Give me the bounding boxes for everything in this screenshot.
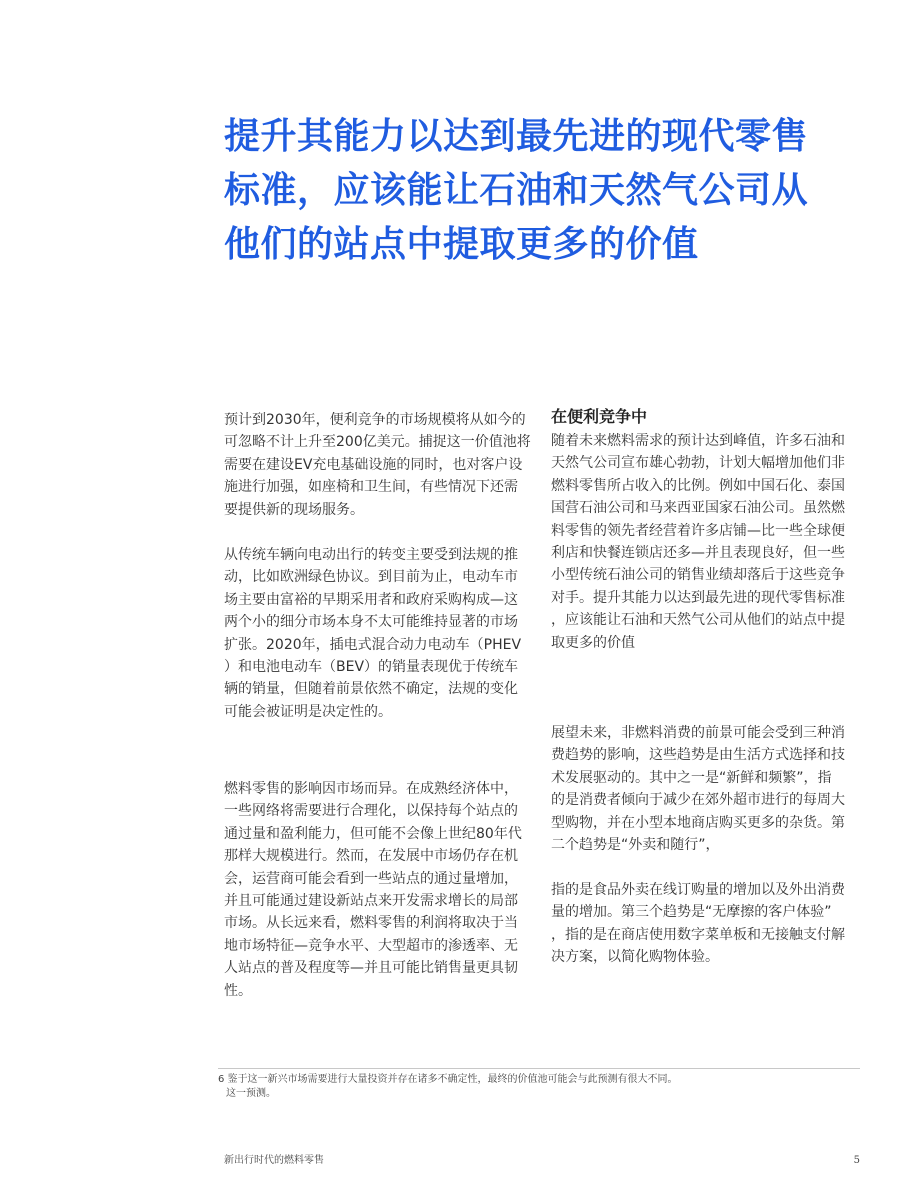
text-line: 可能会被证明是决定性的。 <box>224 703 392 720</box>
text-line: 利店和快餐连锁店还多—并且表现良好，但一些 <box>551 545 845 562</box>
text-line: 随着未来燃料需求的预计达到峰值，许多石油和 <box>551 433 845 449</box>
text-line: 要提供新的现场服务。 <box>224 501 364 518</box>
text-line: 天然气公司宣布雄心勃勃，计划大幅增加他们非 <box>551 455 845 472</box>
text-line: 两个小的细分市场本身不太可能维持显著的市场 <box>224 614 518 631</box>
text-line: 对手。提升其能力以达到最先进的现代零售标准 <box>551 589 845 606</box>
left-paragraph-1 <box>224 409 534 521</box>
text-line: 那样大规模进行。然而，在发展中市场仍存在机 <box>224 848 518 865</box>
text-line: 国营石油公司和马来西亚国家石油公司。虽然燃 <box>551 500 845 517</box>
right-paragraph-1 <box>551 430 861 654</box>
headline-line: 提升其能力以达到最先进的现代零售 <box>224 116 809 157</box>
text-line: 动，比如欧洲绿色协议。到目前为止，电动车市 <box>224 569 518 586</box>
text-line: 预计到2030年，便利竞争的市场规模将从如今的 <box>224 412 526 428</box>
footnote <box>218 1073 678 1101</box>
section-heading: 在便利竞争中 <box>551 407 648 426</box>
text-line: ，指的是在商店使用数字菜单板和无接触支付解 <box>551 926 845 943</box>
text-line: 型购物，并在小型本地商店购买更多的杂货。第 <box>551 814 845 831</box>
text-line: 可忽略不计上升至200亿美元。捕捉这一价值池将 <box>224 434 531 451</box>
text-line: 展望未来，非燃料消费的前景可能会受到三种消 <box>551 725 845 741</box>
text-line: 会，运营商可能会看到一些站点的通过量增加， <box>224 870 518 887</box>
headline-line: 他们的站点中提取更多的价值 <box>224 224 699 265</box>
right-paragraph-3 <box>551 879 861 969</box>
text-line: 决方案，以简化购物体验。 <box>551 949 719 966</box>
left-paragraph-3 <box>224 778 534 1002</box>
text-line: 市场。从长远来看，燃料零售的利润将取决于当 <box>224 915 518 932</box>
page-number: 5 <box>853 1155 860 1166</box>
text-line: 地市场特征—竞争水平、大型超市的渗透率、无 <box>224 937 518 954</box>
text-line: 燃料零售所占收入的比例。例如中国石化、泰国 <box>551 477 845 494</box>
footnote-line: 6 鉴于这一新兴市场需要进行大量投资并存在诸多不确定性，最终的价值池可能会与此预测有很大不同。 <box>218 1074 678 1085</box>
text-line: 量的增加。第三个趋势是“无摩擦的客户体验” <box>551 904 832 921</box>
text-line: 指的是食品外卖在线订购量的增加以及外出消费 <box>551 882 845 898</box>
text-line: 性。 <box>224 982 252 999</box>
text-line: 通过量和盈利能力，但可能不会像上世纪80年代 <box>224 825 522 842</box>
text-line: 一些网络将需要进行合理化，以保持每个站点的 <box>224 803 518 820</box>
text-line: 施进行加强，如座椅和卫生间，有些情况下还需 <box>224 479 518 496</box>
text-line: 二个趋势是“外卖和随行”， <box>551 837 720 854</box>
text-line: 从传统车辆向电动出行的转变主要受到法规的推 <box>224 547 518 563</box>
text-line: 取更多的价值 <box>551 634 635 651</box>
text-line: ）和电池电动车（BEV）的销量表现优于传统车 <box>224 659 519 676</box>
text-line: 辆的销量，但随着前景依然不确定，法规的变化 <box>224 681 518 698</box>
left-paragraph-2 <box>224 544 534 723</box>
text-line: 术发展驱动的。其中之一是“新鲜和频繁”，指 <box>551 769 832 786</box>
text-line: 需要在建设EV充电基础设施的同时，也对客户设 <box>224 456 523 473</box>
headline-line: 标准，应该能让石油和天然气公司从 <box>224 170 809 211</box>
text-line: 费趋势的影响，这些趋势是由生活方式选择和技 <box>551 747 845 764</box>
footnote-line: 这一预测。 <box>226 1088 276 1099</box>
text-line: ，应该能让石油和天然气公司从他们的站点中提 <box>551 612 845 629</box>
text-line: 场主要由富裕的早期采用者和政府采购构成—这 <box>224 591 518 608</box>
headline <box>224 110 834 272</box>
text-line: 的是消费者倾向于减少在郊外超市进行的每周大 <box>551 792 845 809</box>
footnote-divider <box>218 1068 860 1069</box>
text-line: 扩张。2020年，插电式混合动力电动车（PHEV <box>224 636 522 653</box>
text-line: 并且可能通过建设新站点来开发需求增长的局部 <box>224 893 518 910</box>
text-line: 小型传统石油公司的销售业绩却落后于这些竞争 <box>551 567 845 584</box>
footer-title: 新出行时代的燃料零售 <box>224 1155 324 1166</box>
text-line: 人站点的普及程度等—并且可能比销售量更具韧 <box>224 960 518 977</box>
text-line: 燃料零售的影响因市场而异。在成熟经济体中， <box>224 781 518 797</box>
text-line: 料零售的领先者经营着许多店铺—比一些全球便 <box>551 522 845 539</box>
right-paragraph-2 <box>551 722 861 856</box>
